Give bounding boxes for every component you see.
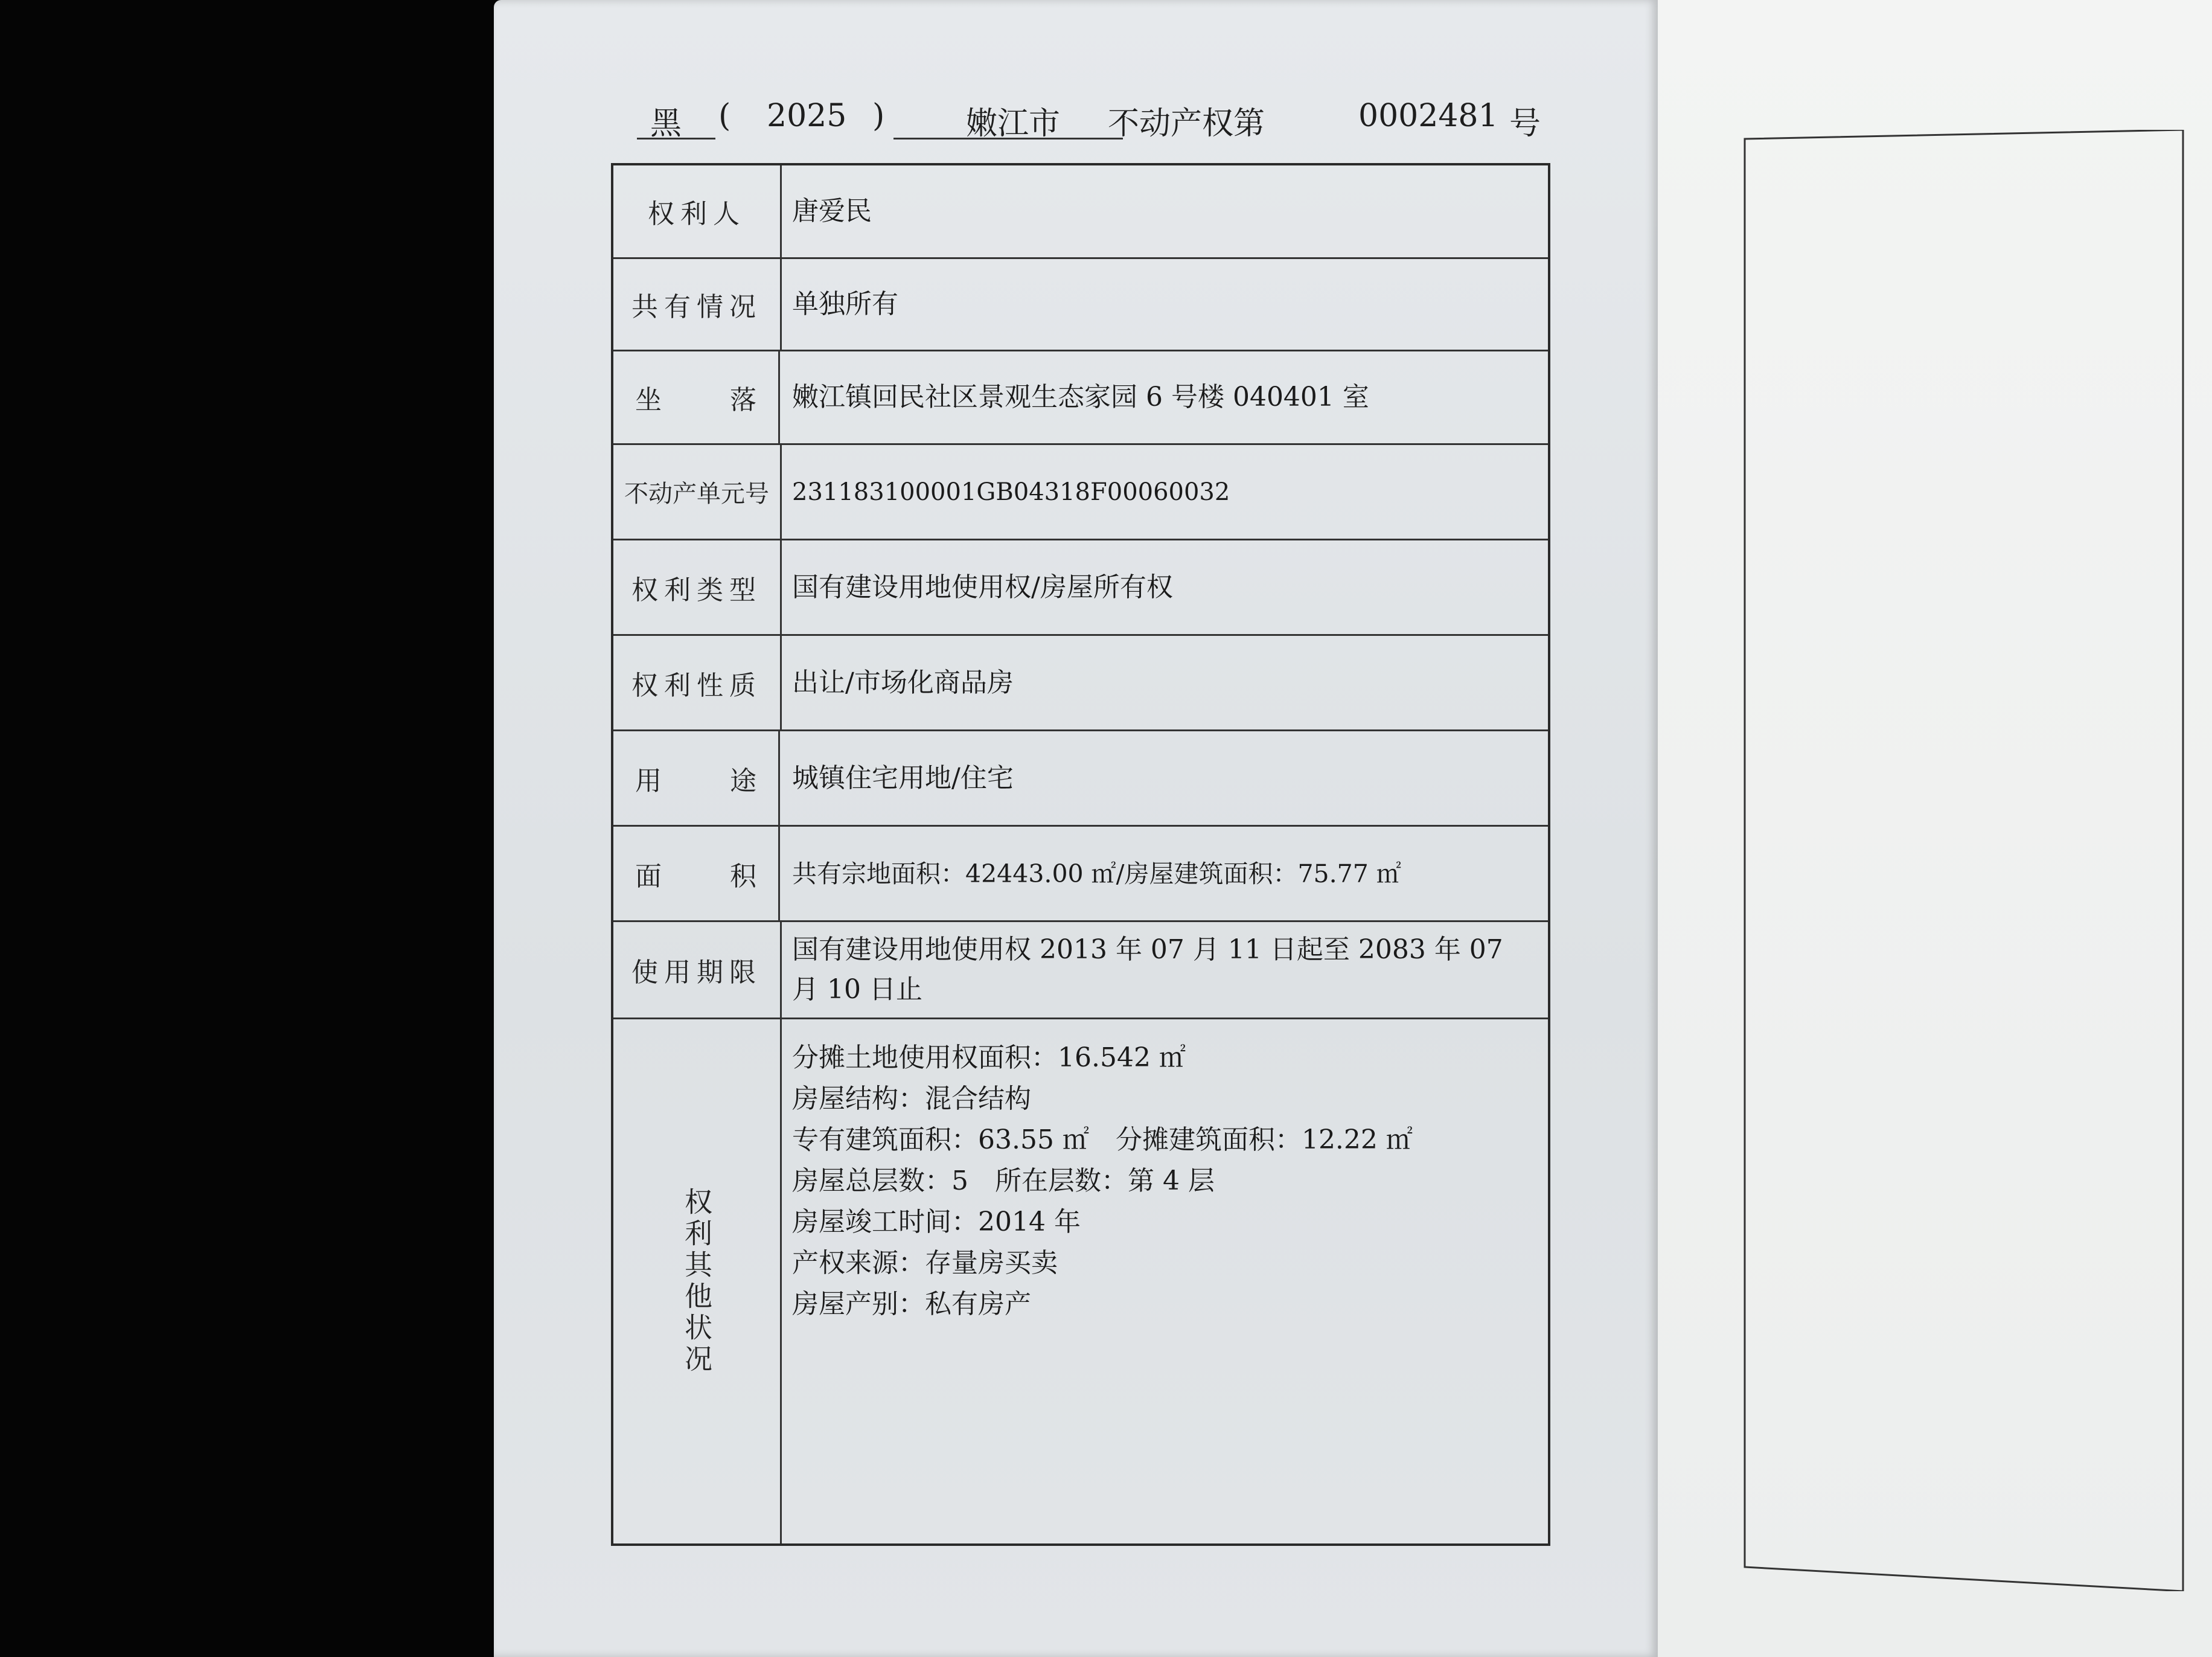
table-row — [613, 636, 1548, 731]
certificate-year: 2025 — [767, 98, 847, 134]
table-row — [613, 827, 1548, 922]
row-value: 国有建设用地使用权/房屋所有权 — [792, 571, 1173, 603]
open-paren: ( — [718, 98, 731, 134]
row-label — [613, 731, 780, 825]
table-row — [613, 259, 1548, 351]
label-char: 用 — [635, 765, 662, 796]
label-char: 落 — [730, 385, 756, 415]
city-name: 嫩江市 — [966, 106, 1061, 142]
table-row — [613, 351, 1548, 445]
row-label: 不动产单元号 — [613, 445, 782, 539]
row-value: 国有建设用地使用权 2013 年 07 月 11 日起至 2083 年 07 月 10 日止 — [792, 934, 1503, 1005]
detail-line: 房屋总层数：5 所在层数：第 4 层 — [792, 1165, 1215, 1196]
table-row — [613, 731, 1548, 827]
right-page-frame — [1744, 130, 2184, 1591]
row-value: 共有宗地面积：42443.00 ㎡/房屋建筑面积：75.77 ㎡ — [792, 859, 1401, 888]
detail-line: 房屋结构：混合结构 — [792, 1083, 1031, 1114]
row-label: 权利其他状况 — [613, 1019, 782, 1543]
row-label: 共有情况 — [613, 259, 782, 350]
row-value: 唐爱民 — [792, 196, 872, 226]
underline — [893, 138, 1123, 139]
other-details — [792, 1019, 1536, 1543]
row-value: 出让/市场化商品房 — [792, 667, 1014, 698]
certificate-number: 0002481 — [1358, 98, 1498, 134]
row-label: 权利类型 — [613, 540, 782, 634]
table-row — [613, 165, 1548, 259]
label-char: 积 — [730, 861, 756, 892]
row-label — [613, 827, 780, 920]
detail-line: 房屋产别：私有房产 — [792, 1289, 1031, 1319]
detail-line: 分摊土地使用权面积：16.542 ㎡ — [792, 1042, 1186, 1073]
other-lines — [792, 1037, 1413, 1325]
row-label: 使用期限 — [613, 922, 782, 1018]
underline — [637, 138, 715, 139]
table-row — [613, 540, 1548, 636]
table-row-other — [613, 1019, 1548, 1543]
certificate-text: 不动产权第 — [1108, 106, 1265, 142]
label-char: 面 — [635, 861, 662, 892]
row-value: 嫩江镇回民社区景观生态家园 6 号楼 040401 室 — [792, 382, 1369, 412]
table-row — [613, 445, 1548, 540]
label-char: 途 — [730, 765, 756, 796]
row-label: 权利人 — [613, 165, 782, 257]
table-row — [613, 922, 1548, 1019]
row-value: 单独所有 — [792, 289, 898, 319]
certificate-serial-line — [619, 91, 1555, 145]
certificate-table — [611, 163, 1550, 1546]
row-value: 城镇住宅用地/住宅 — [792, 762, 1014, 793]
row-label: 权利性质 — [613, 636, 782, 729]
row-value: 231183100001GB04318F00060032 — [792, 478, 1230, 506]
row-label — [613, 351, 780, 443]
detail-line: 专有建筑面积：63.55 ㎡ 分摊建筑面积：12.22 ㎡ — [792, 1124, 1413, 1155]
label-char: 坐 — [635, 385, 662, 415]
detail-line: 产权来源：存量房买卖 — [792, 1248, 1058, 1278]
detail-line: 房屋竣工时间：2014 年 — [792, 1207, 1081, 1237]
province-code: 黑 — [650, 106, 682, 142]
number-suffix: 号 — [1509, 106, 1541, 142]
close-paren: ) — [872, 98, 885, 134]
